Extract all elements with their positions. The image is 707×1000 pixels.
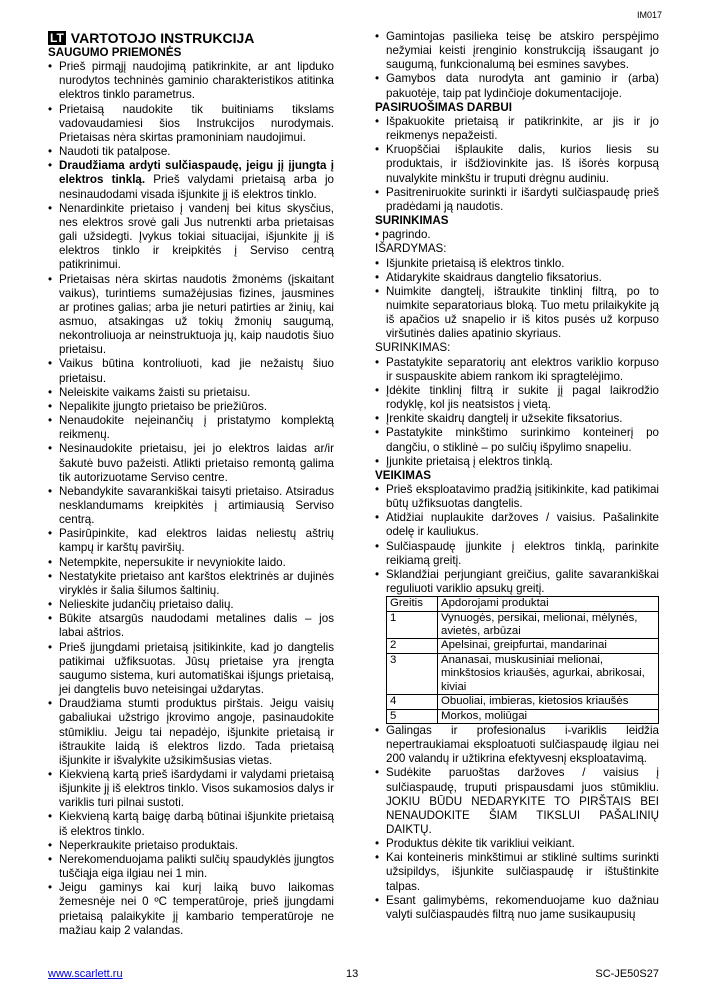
- item-text: Nelieskite judančių prietaiso dalių.: [59, 598, 234, 612]
- item-text: Prietaisas nėra skirtas naudotis žmonėms (įskaitant vaikus), turintiems sumažėjusias fizines, jausmines ar protines galias; arba jie neturi patirties ar žinių, kai asmuo, atsakingas už tokių žmonių saugumą, nekontroliuoja ar neinstruktuoja jų, kaip naudotis šiuo prietaisu.: [59, 272, 334, 357]
- item-text: Sudėkite paruoštas daržoves / vaisius į sulčiaspaudę, truputi prispausdami juos stūmikliu.: [386, 766, 659, 794]
- table-cell: 3: [387, 653, 438, 694]
- item-text: Naudoti tik patalpose.: [59, 145, 171, 159]
- item-text: Būkite atsargūs naudodami metalines dalis – jos labai aštrios.: [59, 612, 334, 640]
- list-item: • Įrenkite skaidrų dangtelį ir užsekite fiksatorius.: [375, 412, 659, 426]
- table-cell: 2: [387, 639, 438, 653]
- list-item: [375, 766, 659, 837]
- disassembly-list: [375, 257, 659, 342]
- item-text: Vaikus būtina kontroliuoti, kad jie nežaistų šiuo prietaisu.: [59, 357, 334, 385]
- list-item: [48, 145, 334, 159]
- model-number: SC-JE50S27: [595, 968, 659, 980]
- list-item: [48, 159, 334, 201]
- operation-list: [375, 483, 659, 596]
- list-item: [48, 641, 334, 698]
- list-item: [48, 612, 334, 640]
- right-column: [375, 30, 659, 922]
- table-cell: Ananasai, muskusiniai melionai, minkštosios kriaušės, agurkai, abrikosai, kiviai: [438, 653, 659, 694]
- speed-table: [386, 596, 659, 724]
- section-heading-operation: VEIKIMAS: [375, 468, 432, 482]
- table-row: [387, 695, 659, 709]
- list-item: • Įjunkite prietaisą į elektros tinklą.: [375, 455, 659, 469]
- document-title: [48, 30, 334, 46]
- table-header-row: [387, 597, 659, 611]
- section-heading-assembly: SURINKIMAS: [375, 214, 449, 228]
- item-text: Prietaisą naudokite tik buitiniams tikslams vadovaudamiesi šios Instrukcijos nurodymais. Prietaisas nėra skirtas pramoniniam naudojimui.: [59, 102, 334, 144]
- item-text: Prieš valydami prietaisą arba jo nesinaudodami visada išjunkite jį iš elektros tinklo.: [59, 173, 334, 201]
- list-item: [48, 386, 334, 400]
- usage-list: [375, 724, 659, 922]
- section-heading-preparation: PASIRUOŠIMAS DARBUI: [375, 100, 512, 114]
- language-badge: LT: [50, 31, 64, 45]
- table-row: [387, 611, 659, 639]
- list-item: [375, 724, 659, 766]
- list-item: • Sulčiaspaudę įjunkite į elektros tinklą, parinkite reikiamą greitį.: [375, 540, 659, 568]
- item-text: Kiekvieną kartą prieš išardydami ir valydami prietaisą išjunkite jį iš elektros tinklo. Visos sukamosios dalys ir variklis turi pilnai sustoti.: [59, 767, 334, 810]
- list-item: • Išpakuokite prietaisą ir patikrinkite, ar jis ir jo reikmenys nepažeisti.: [375, 115, 659, 143]
- list-item: • Pastatykite separatorių ant elektros variklio korpuso ir suspauskite abiem rankom iki spragtelėjimo.: [375, 356, 659, 384]
- table-header-cell: Greitis: [387, 597, 438, 611]
- list-item: [48, 273, 334, 358]
- list-item: [48, 442, 334, 484]
- table-row: [387, 653, 659, 694]
- safety-list: [48, 60, 334, 938]
- item-text: Pasirūpinkite, kad elektros laidas neliestų aštrių kampų ir karštų paviršių.: [59, 527, 334, 555]
- table-header-cell: Apdorojami produktai: [438, 597, 659, 611]
- list-item: • Pastatykite minkštimo surinkimo konteinerį po dangčiu, o stiklinė – po sulčių išpylimo snapeliu.: [375, 426, 659, 454]
- list-item: • Atidarykite skaidraus dangtelio fiksatorius.: [375, 271, 659, 285]
- list-item: [375, 894, 659, 922]
- title-text: VARTOTOJO INSTRUKCIJA: [70, 30, 255, 46]
- subheading-reassembly: SURINKIMAS:: [375, 341, 451, 355]
- list-item: [48, 202, 334, 273]
- table-row: [387, 709, 659, 723]
- list-item: [48, 400, 334, 414]
- list-item: [48, 853, 334, 881]
- list-item: [375, 851, 659, 893]
- warning-caps: JOKIU BŪDU NEDARYKITE TO PIRŠTAIS BEI NENAUDOKITE ŠIAM TIKSLUI PAŠALINIŲ DAIKTŲ.: [386, 794, 659, 836]
- left-column: [48, 30, 334, 938]
- list-item: [48, 485, 334, 527]
- item-text: Neleiskite vaikams žaisti su prietaisu.: [59, 385, 251, 399]
- item-text: Nenardinkite prietaiso į vandenį bei kitus skysčius, nes elektros srovė gali Jus nutrenkti arba prietaisas gali užsidegti. Įvykus tokiai situacijai, išjunkite jį iš elektros tinklo ir kreipkitės į Serviso centrą patikrinimui.: [59, 201, 334, 272]
- item-text: Nestatykite prietaiso ant karštos elektrinės ar dujinės viryklės ir šalia šilumos šaltinių.: [59, 569, 334, 597]
- list-item: • Sklandžiai perjungiant greičius, galite savarankiškai reguliuoti variklio apsukų greitį.: [375, 568, 659, 596]
- general-notes-list: [375, 30, 659, 101]
- bold-warning: Draudžiama ardyti sulčiaspaudę, jeigu jį įjungta į elektros tinklą.: [59, 159, 334, 187]
- list-item: [48, 570, 334, 598]
- list-item: [48, 697, 334, 768]
- table-cell: Apelsinai, greipfurtai, mandarinai: [438, 639, 659, 653]
- item-text: Jeigu gaminys kai kurį laiką buvo laikomas žemesnėje nei 0 ºC temperatūroje, prieš įjungdami prietaisą palaikykite jį kambario temperatūroje ne mažiau kaip 2 valandas.: [59, 881, 334, 937]
- subheading-disassembly: IŠARDYMAS:: [375, 242, 447, 256]
- list-item: [48, 556, 334, 570]
- table-cell: 5: [387, 709, 438, 723]
- item-text: Nerekomenduojama palikti sulčių spaudyklės įjungtos tuščiąja eiga ilgiau nei 1 min.: [59, 852, 334, 881]
- list-item: • Įdėkite tinklinį filtrą ir sukite jį pagal laikrodžio rodyklę, kol jis neatsistos į vietą.: [375, 384, 659, 412]
- item-text: Neperkraukite prietaiso produktais.: [59, 838, 239, 852]
- item-text: Kai konteineris minkštimui ar stiklinė sultims surinkti užsipildys, išjunkite sulčiaspaudę ir ištuštinkite talpas.: [386, 851, 659, 893]
- list-item: [48, 414, 334, 442]
- list-item: • Pasitreniruokite surinkti ir išardyti sulčiaspaudę prieš pradėdami ją naudotis.: [375, 186, 659, 214]
- item-text: Produktus dėkite tik varikliui veikiant.: [386, 837, 575, 851]
- item-text: Galingas ir profesionalus i-variklis leidžia nepertraukiamai eksploatuoti sulčiaspaudę ilgiau nei 200 valandų ir užtikrina efektyvesnį eksploatavimą.: [386, 723, 659, 766]
- page-number: 13: [346, 968, 359, 980]
- item-text: Nesinaudokite prietaisu, jei jo elektros laidas ar/ir šakutė buvo pažeisti. Atlikti prietaiso remontą galima tik autorizuotame Serviso centre.: [59, 442, 334, 484]
- list-item: [48, 768, 334, 810]
- table-row: [387, 639, 659, 653]
- table-cell: 4: [387, 695, 438, 709]
- list-item: • Atidžiai nuplaukite daržoves / vaisius. Pašalinkite odelę ir kauliukus.: [375, 511, 659, 539]
- list-item: • Kruopščiai išplaukite dalis, kurios liesis su produktais, ir išdžiovinkite jas. Iš išorės korpusą nuvalykite minkštu ir truputi drėgnu audiniu.: [375, 143, 659, 185]
- item-text: Prieš pirmąjį naudojimą patikrinkite, ar ant lipduko nurodytos techninės gaminio charakteristikos atitinka elektros tinklo parametrus.: [59, 60, 334, 102]
- page-footer: [48, 968, 659, 982]
- list-item: • Gamybos data nurodyta ant gaminio ir (arba) pakuotėje, taip pat lydinčioje dokumentacijoje.: [375, 72, 659, 100]
- list-item: [375, 837, 659, 851]
- document-code: IM017: [636, 10, 662, 20]
- table-cell: Obuoliai, imbieras, kietosios kriaušės: [438, 695, 659, 709]
- list-item: [48, 839, 334, 853]
- list-item: • Prieš eksploatavimo pradžią įsitikinkite, kad patikimai būtų užfiksuotas dangtelis.: [375, 483, 659, 511]
- list-item: • Gamintojas pasilieka teisę be atskiro perspėjimo nežymiai keisti įrenginio konstrukciją išsaugant jo saugumą, funkcionalumą bei esmines savybes.: [375, 30, 659, 72]
- item-text: Kiekvieną kartą baigę darbą būtinai išjunkite prietaisą iš elektros tinklo.: [59, 810, 334, 838]
- item-text: Nebandykite savarankiškai taisyti prietaiso. Atsiradus nesklandumams kreipkitės į artimiausią Serviso centrą.: [59, 484, 334, 527]
- table-cell: Vynuogės, persikai, melionai, mėlynės, avietės, arbūzai: [438, 611, 659, 639]
- list-item: [48, 60, 334, 102]
- assembly-line: • pagrindo.: [375, 228, 431, 242]
- list-item: [48, 103, 334, 145]
- section-heading-safety: SAUGUMO PRIEMONĖS: [48, 46, 182, 59]
- item-text: Nenaudokite neįeinančių į pristatymo komplektą reikmenų.: [59, 414, 334, 442]
- item-text: Nepalikite įjungto prietaiso be priežiūros.: [59, 399, 268, 413]
- item-text: Esant galimybėms, rekomenduojame kuo dažniau valyti sulčiaspaudės filtrą nuo jame susikaupusių: [386, 893, 659, 921]
- table-cell: Morkos, moliūgai: [438, 709, 659, 723]
- list-item: [48, 810, 334, 838]
- item-text: Netempkite, nepersukite ir nevyniokite laido.: [59, 555, 286, 569]
- list-item: [48, 598, 334, 612]
- table-cell: 1: [387, 611, 438, 639]
- list-item: [48, 357, 334, 385]
- list-item: [48, 527, 334, 555]
- website-link[interactable]: www.scarlett.ru: [48, 968, 123, 980]
- reassembly-list: [375, 356, 659, 469]
- list-item: • Nuimkite dangtelį, ištraukite tinklinį filtrą, po to nuimkite separatoriaus bloką. Tuo metu prilaikykite ją iš apačios už snapelio ir iš kitos pusės už korpuso viršutinės dalies apatinio skyriaus.: [375, 285, 659, 342]
- list-item: • Išjunkite prietaisą iš elektros tinklo.: [375, 257, 659, 271]
- item-text: Draudžiama stumti produktus pirštais. Jeigu vaisių gabaliukai užstrigo įkrovimo angoje, pasinaudokite stūmikliu. Jeigu tai nepadėjo, išjunkite prietaisą ir ištraukite laidą iš elektros lizdo. Tada prietaisą išjunkite ir išvalykite užsikimšusias vietas.: [59, 697, 334, 767]
- list-item: [48, 881, 334, 938]
- preparation-list: [375, 115, 659, 214]
- item-text: Prieš įjungdami prietaisą įsitikinkite, kad jo dangtelis patikimai užfiksuotas. Jūsų prietaise yra įrengta saugumo sistema, kuri automatiškai išjungs prietaisą, jei dangtelis buvo neteisingai uždarytas.: [59, 640, 334, 697]
